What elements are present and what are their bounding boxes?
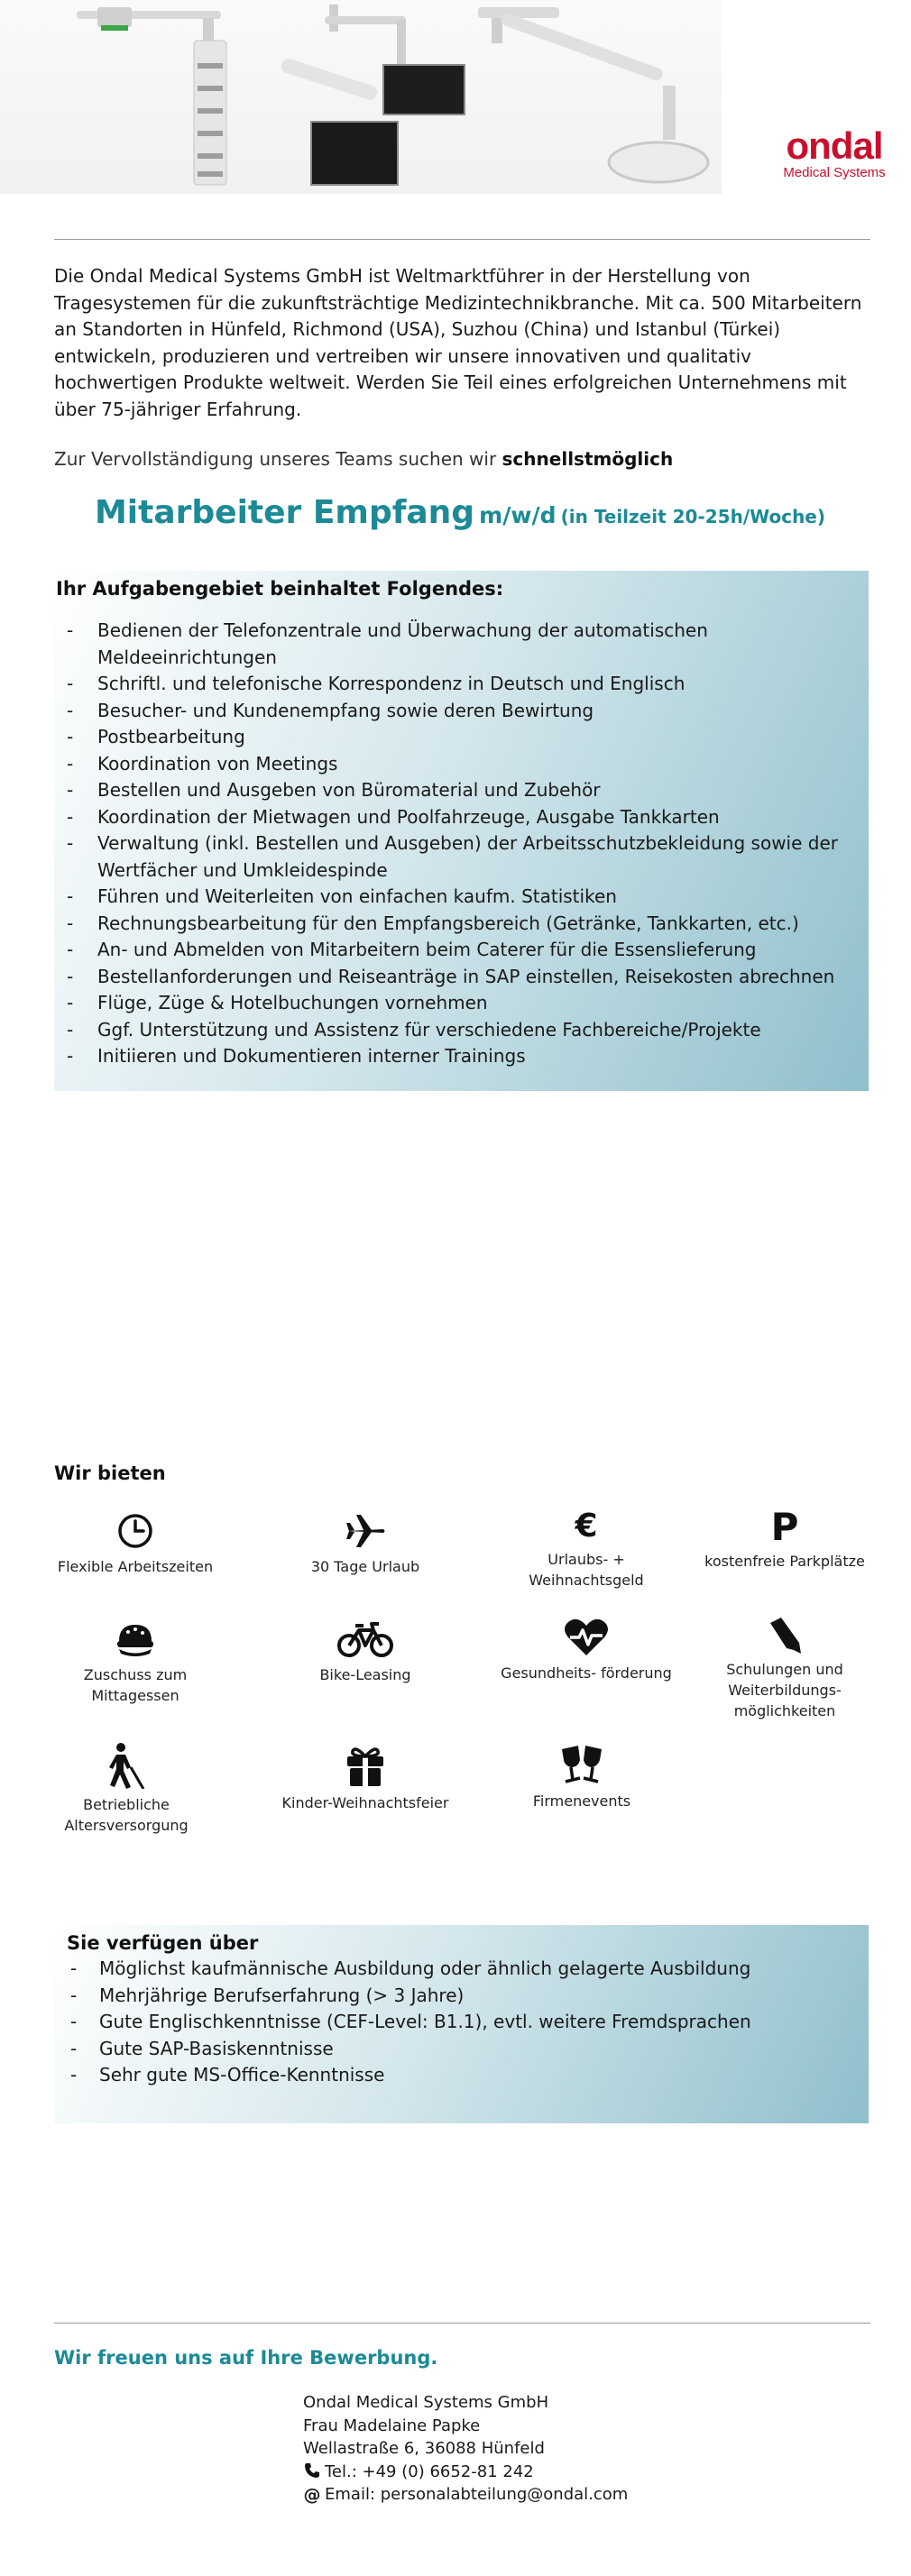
list-item: - Bedienen der Telefonzentrale und Überwachung der automatischen Meldeeinrichtungen (56, 618, 869, 671)
pen-icon (763, 1614, 806, 1654)
benefit-label: Zuschuss zum Mittagessen (83, 1666, 188, 1704)
list-item: - An- und Abmelden von Mitarbeitern beim Caterer für die Essenslieferung (56, 937, 869, 964)
list-item: - Gute SAP-Basiskenntnisse (67, 2036, 869, 2063)
benefit-label: Flexible Arbeitszeiten (57, 1558, 214, 1575)
contact-email[interactable]: Email: personalabteilung@ondal.com (325, 2485, 629, 2504)
job-part-time: (in Teilzeit 20-25h/Woche) (560, 506, 826, 527)
bottom-divider (54, 2323, 870, 2324)
benefit-health (501, 1618, 672, 1683)
contact-email-row (303, 2483, 628, 2507)
benefit-label: Urlaubs- + Weihnachtsgeld (529, 1551, 644, 1589)
benefit-lunch (50, 1621, 221, 1706)
job-title (54, 494, 866, 531)
list-item: - Flüge, Züge & Hotelbuchungen vornehmen (56, 990, 869, 1017)
contact-company: Ondal Medical Systems GmbH (303, 2393, 549, 2412)
benefit-label: Gesundheits- förderung (501, 1664, 672, 1682)
job-gender: m/w/d (479, 502, 557, 528)
bicycle-icon (337, 1619, 393, 1659)
tasks-heading: Ihr Aufgabengebiet beinhaltet Folgendes: (56, 578, 504, 600)
top-divider (54, 239, 870, 240)
ondal-logo (776, 126, 893, 180)
benefit-training (699, 1614, 870, 1721)
benefit-label: Firmenevents (532, 1792, 631, 1810)
list-item: - Koordination der Mietwagen und Poolfahrzeuge, Ausgabe Tankkarten (56, 804, 869, 831)
benefit-bike-leasing (280, 1619, 451, 1685)
benefit-label: Betriebliche Altersversorgung (64, 1796, 189, 1834)
contact-person: Frau Madelaine Papke (303, 2416, 481, 2435)
logo-wordmark: ondal (786, 124, 883, 167)
offers-heading: Wir bieten (54, 1462, 166, 1484)
list-item: - Postbearbeitung (56, 724, 869, 751)
logo-subtitle: Medical Systems (783, 165, 886, 180)
contact-phone[interactable]: Tel.: +49 (0) 6652-81 242 (325, 2461, 534, 2481)
cheers-glasses-icon (557, 1742, 607, 1785)
list-item: - Mehrjährige Berufserfahrung (> 3 Jahre) (67, 1983, 869, 2010)
benefit-label: Schulungen und Weiterbildungs- möglichkeiten (726, 1661, 843, 1719)
heartbeat-icon (563, 1618, 610, 1657)
at-icon: @ (303, 2484, 321, 2505)
svg-text:€: € (575, 1508, 598, 1544)
food-bowl-icon (114, 1621, 157, 1659)
benefit-label: kostenfreie Parkplätze (704, 1553, 865, 1570)
benefit-label: Kinder-Weihnachtsfeier (281, 1794, 449, 1811)
contact-block (303, 2391, 628, 2507)
list-item: - Initiieren und Dokumentieren interner Trainings (56, 1043, 869, 1070)
search-sentence (54, 445, 866, 472)
application-cta: Wir freuen uns auf Ihre Bewerbung. (54, 2347, 438, 2369)
benefit-label: 30 Tage Urlaub (310, 1558, 420, 1575)
search-urgency: schnellstmöglich (502, 448, 674, 470)
list-item: - Rechnungsbearbeitung für den Empfangsbereich (Getränke, Tankkarten, etc.) (56, 911, 869, 938)
benefit-label: Bike-Leasing (319, 1666, 411, 1683)
benefit-christmas-party (280, 1744, 451, 1813)
requirements-heading: Sie verfügen über (67, 1932, 259, 1954)
list-item: - Bestellen und Ausgeben von Büromaterial und Zubehör (56, 777, 869, 804)
list-item: - Sehr gute MS-Office-Kenntnisse (67, 2062, 869, 2089)
parking-icon (767, 1506, 803, 1545)
contact-address: Wellastraße 6, 36088 Hünfeld (303, 2439, 545, 2458)
euro-icon (568, 1506, 604, 1544)
list-item: - Schriftl. und telefonische Korrespondenz in Deutsch und Englisch (56, 671, 869, 698)
benefit-parking (699, 1506, 870, 1572)
benefit-pension (41, 1742, 212, 1836)
header-banner (0, 0, 911, 194)
requirements-list (67, 1956, 869, 2089)
airplane-icon (344, 1511, 387, 1551)
list-item: - Gute Englischkenntnisse (CEF-Level: B1.1), evtl. weitere Fremdsprachen (67, 2009, 869, 2036)
benefit-vacation (280, 1511, 451, 1577)
benefit-flexible-hours (50, 1511, 221, 1577)
svg-text:P: P (770, 1506, 799, 1545)
list-item: - Ggf. Unterstützung und Assistenz für verschiedene Fachbereiche/Projekte (56, 1017, 869, 1044)
benefit-company-events (496, 1742, 667, 1811)
list-item: - Verwaltung (inkl. Bestellen und Ausgeben) der Arbeitsschutzbekleidung sowie der Wertfächer und Umkleidespinde (56, 830, 869, 884)
benefit-bonus (501, 1506, 672, 1591)
list-item: - Bestellanforderungen und Reiseanträge in SAP einstellen, Reisekosten abrechnen (56, 964, 869, 991)
company-intro: Die Ondal Medical Systems GmbH ist Weltmarktführer in der Herstellung von Tragesystemen für die zukunftsträchtige Medizintechnikbranche. Mit ca. 500 Mitarbeitern an Standorten in Hünfeld, Richmond (USA), Suzhou (China) und Istanbul (Türkei) entwickeln, produzieren und vertreiben wir unsere innovativen und qualitativ hochwertigen Produkte weltweit. Werden Sie Teil eines erfolgreichen Unternehmens mit über 75-jähriger Erfahrung. (54, 265, 862, 420)
tasks-section (54, 571, 869, 1091)
job-title-main: Mitarbeiter Empfang (94, 494, 475, 531)
medical-supply-units-illustration (0, 0, 722, 194)
contact-phone-row (303, 2461, 628, 2484)
list-item: - Besucher- und Kundenempfang sowie deren Bewirtung (56, 698, 869, 725)
search-prefix: Zur Vervollständigung unseres Teams suchen wir (54, 448, 502, 470)
tasks-list (56, 618, 869, 1070)
clock-icon (115, 1511, 155, 1551)
gift-icon (345, 1744, 386, 1787)
product-photo-banner (0, 0, 722, 194)
phone-icon (303, 2462, 321, 2480)
list-item: - Möglichst kaufmännische Ausbildung oder ähnlich gelagerte Ausbildung (67, 1956, 869, 1983)
list-item: - Koordination von Meetings (56, 751, 869, 778)
requirements-section (54, 1925, 869, 2123)
list-item: - Führen und Weiterleiten von einfachen kaufm. Statistiken (56, 884, 869, 911)
elderly-person-icon (104, 1742, 149, 1789)
